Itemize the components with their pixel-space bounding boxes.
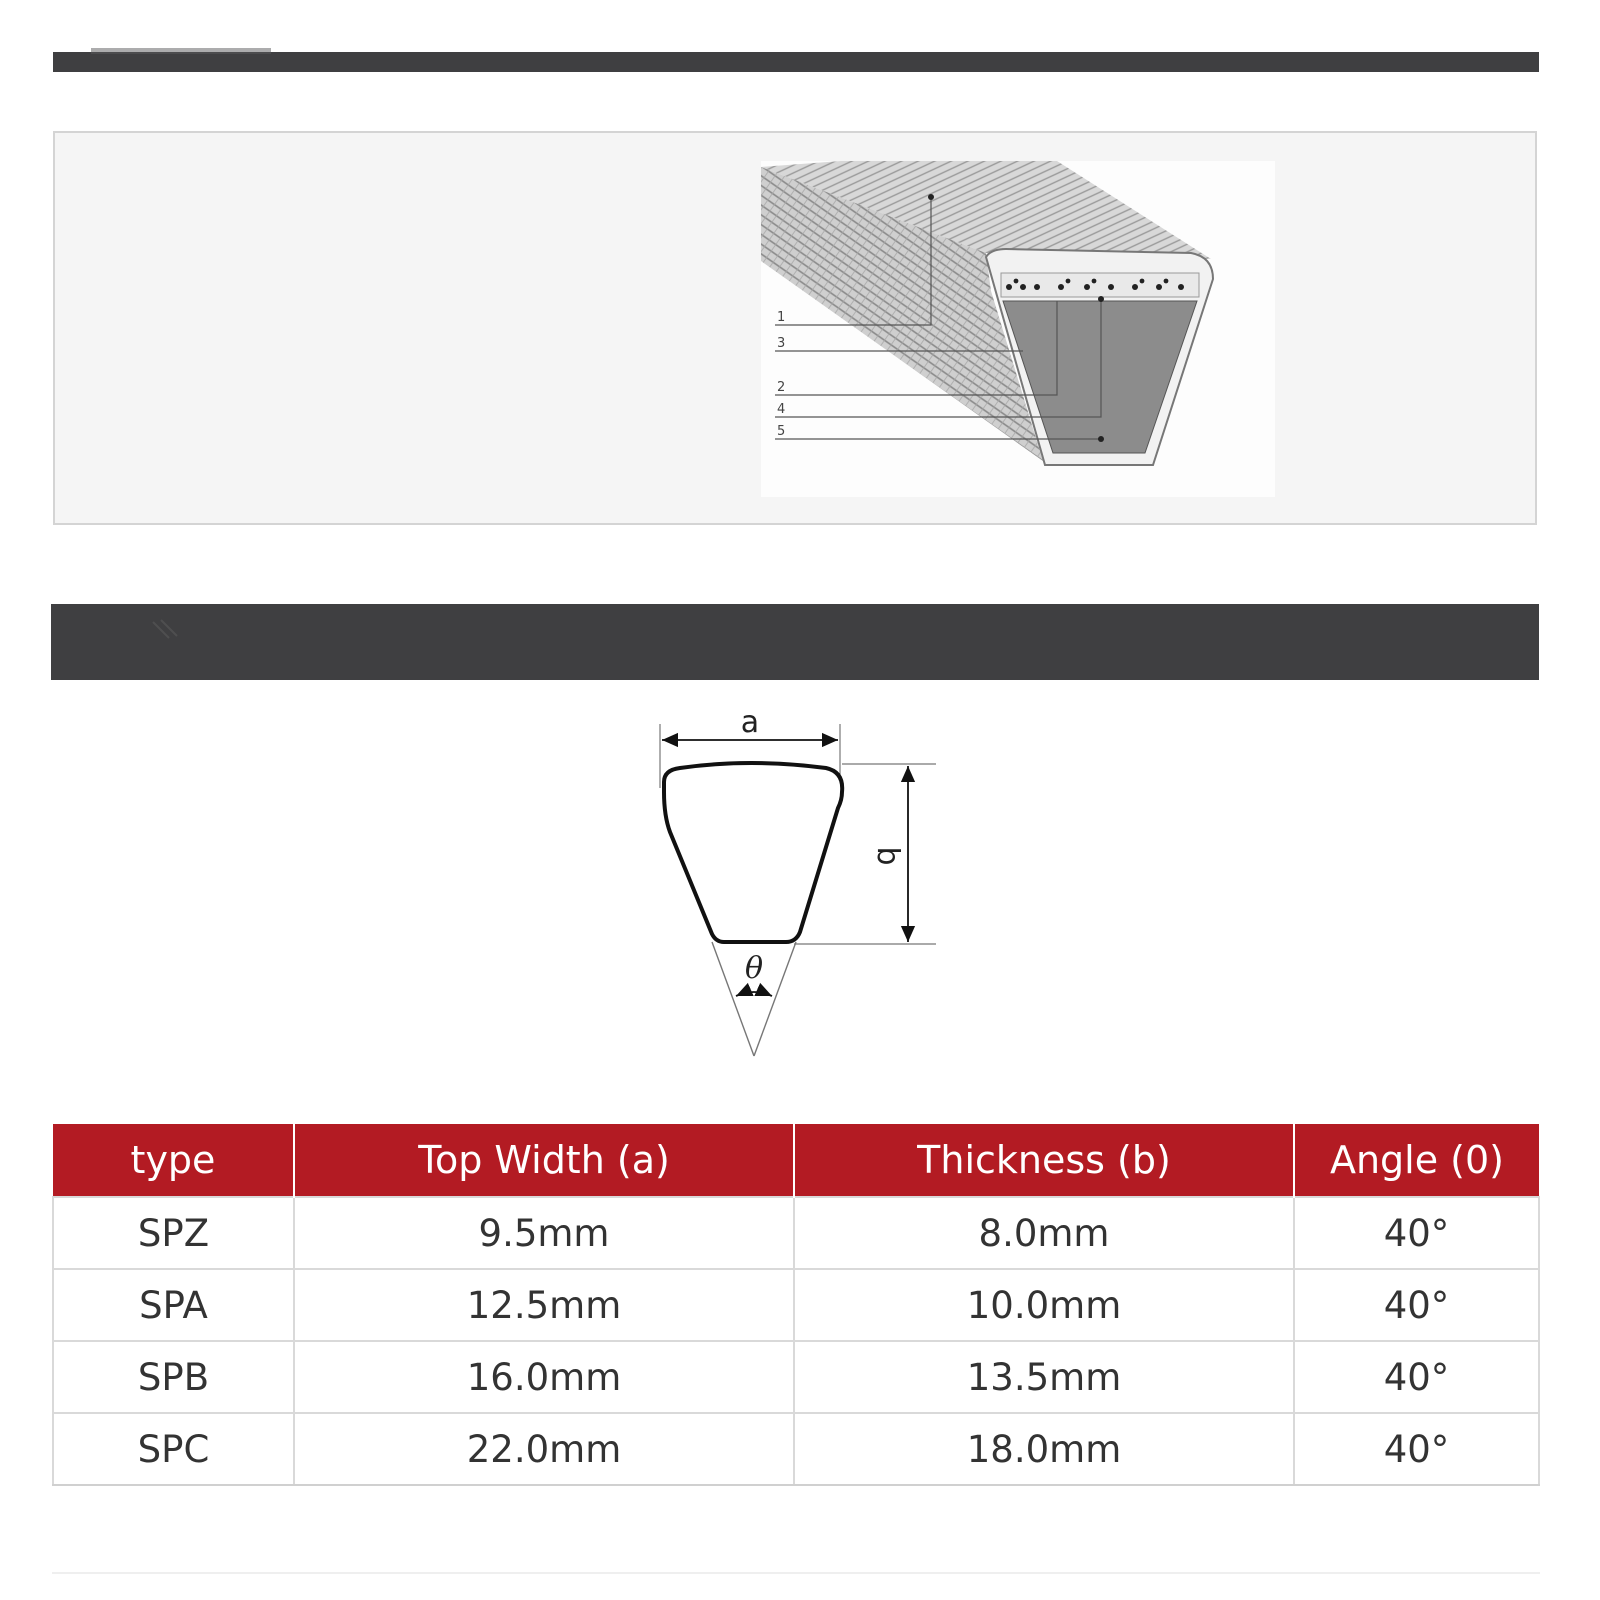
dimension-b-label: b [870, 846, 905, 866]
belt-structure-panel [53, 131, 1537, 525]
callout-label: 2 [777, 380, 786, 395]
table-cell-type: SPZ [53, 1197, 294, 1269]
callout-label: 1 [777, 310, 786, 325]
table-cell-thickness: 18.0mm [794, 1413, 1294, 1485]
divider [52, 1572, 1540, 1574]
header-bar-decoration [91, 48, 271, 54]
table-cell-angle: 40° [1294, 1341, 1539, 1413]
belt-cross-section-illustration [761, 161, 1275, 497]
table-cell-top-width: 16.0mm [294, 1341, 794, 1413]
table-row [53, 1197, 1539, 1269]
column-header-top-width: Top Width (a) [294, 1124, 794, 1197]
table-row [53, 1413, 1539, 1485]
belt-profile-shape [664, 763, 842, 942]
belt-cord-layer [1001, 273, 1199, 297]
table-cell-thickness: 8.0mm [794, 1197, 1294, 1269]
angle-arc [736, 992, 772, 996]
header-bar-decoration [151, 618, 191, 642]
column-header-type: type [53, 1124, 294, 1197]
table-cell-angle: 40° [1294, 1413, 1539, 1485]
angle-label: θ [744, 951, 764, 986]
table-cell-angle: 40° [1294, 1197, 1539, 1269]
table-cell-top-width: 12.5mm [294, 1269, 794, 1341]
table-cell-type: SPA [53, 1269, 294, 1341]
dimension-a-label: a [740, 705, 760, 740]
column-header-angle: Angle (0) [1294, 1124, 1539, 1197]
table-cell-top-width: 9.5mm [294, 1197, 794, 1269]
section-header-bar-specs [51, 604, 1539, 680]
table-cell-thickness: 10.0mm [794, 1269, 1294, 1341]
callout-label: 3 [777, 336, 786, 351]
belt-profile-diagram [620, 696, 960, 1072]
callout-label: 4 [777, 402, 786, 417]
callout-label: 5 [777, 424, 786, 439]
table-cell-thickness: 13.5mm [794, 1341, 1294, 1413]
column-header-thickness: Thickness (b) [794, 1124, 1294, 1197]
table-header-row [53, 1124, 1539, 1197]
table-cell-type: SPC [53, 1413, 294, 1485]
section-header-bar-top [53, 52, 1539, 72]
table-cell-top-width: 22.0mm [294, 1413, 794, 1485]
table-cell-angle: 40° [1294, 1269, 1539, 1341]
v-belt-spec-table [52, 1124, 1540, 1486]
table-row [53, 1269, 1539, 1341]
table-row [53, 1341, 1539, 1413]
table-cell-type: SPB [53, 1341, 294, 1413]
